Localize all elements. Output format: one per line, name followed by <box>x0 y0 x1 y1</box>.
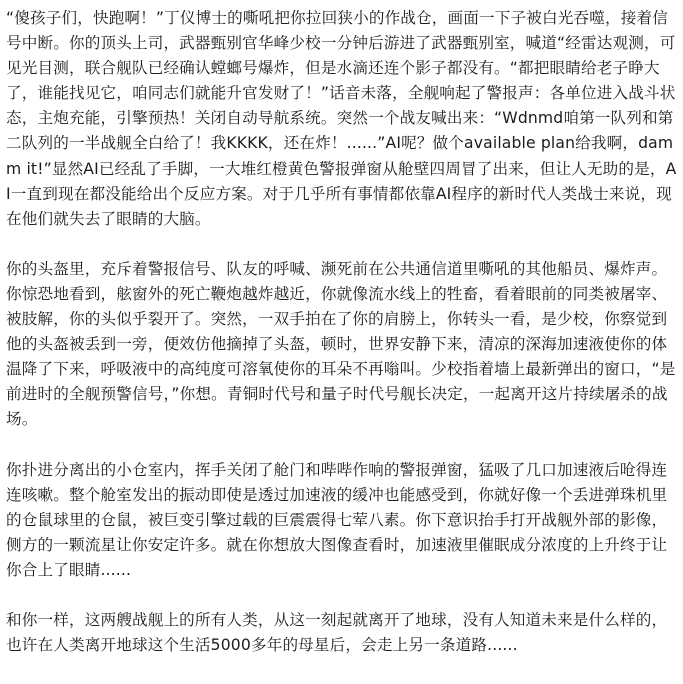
paragraph-4: 和你一样，这两艘战舰上的所有人类，从这一刻起就离开了地球，没有人知道未来是什么样的，也许在人类离开地球这个生活5000多年的母星后，会走上另一条道路...... <box>6 610 668 655</box>
paragraph-2: 你的头盔里，充斥着警报信号、队友的呼喊、濒死前在公共通信道里嘶吼的其他船员、爆炸声。你惊恐地看到，舷窗外的死亡鞭炮越炸越近，你就像流水线上的牲畜，看着眼前的同类被屠宰、被肢解，你的头似乎裂开了。突然，一双手拍在了你的肩膀上，你转头一看，是少校，你察觉到他的头盔被丢到一旁，便效仿他摘掉了头盔，顿时，世界安静下来，清凉的深海加速液使你的体温降了下来，呼吸液中的高纯度可溶氧使你的耳朵不再嗡叫。少校指着墙上最新弹出的窗口，“是前进时的全舰预警信号，”你想。青铜时代号和量子时代号舰长决定，一起离开这片持续屠杀的战场。 <box>6 259 676 429</box>
paragraph-1: “傻孩子们，快跑啊！”丁仪博士的嘶吼把你拉回狭小的作战仓，画面一下子被白光吞噬，接着信号中断。你的顶头上司，武器甄别官华峰少校一分钟后游进了武器甄别室，喊道“经雷达观测，可见光目测，联合舰队已经确认螳螂号爆炸，但是水滴还连个影子都没有。“都把眼睛给老子睁大了，谁能找见它，咱同志们就能升官发财了！”话音未落，全舰响起了警报声：各单位进入战斗状态，主炮充能，引擎预热！关闭自动导航系统。突然一个战友喊出来：“Wdnmd咱第一队列和第二队列的一半战舰全白给了！我KKKK，还在炸！......”AI呢？做个available plan给我啊，damm it!”显然AI已经乱了手脚，一大堆红橙黄色警报弹窗从舱壁四周冒了出来，但让人无助的是，AI一直到现在都没能给出个反应方案。对于几乎所有事情都依靠AI程序的新时代人类战士来说，现在他们就失去了眼睛的大脑。 <box>6 9 677 228</box>
paragraph-3: 你扑进分离出的小仓室内，挥手关闭了舱门和哔哔作响的警报弹窗，猛吸了几口加速液后呛得连连咳嗽。整个舱室发出的振动即使是透过加速液的缓冲也能感受到，你就好像一个丢进弹珠机里的仓鼠球里的仓鼠，被巨变引擎过载的巨震震得七荤八素。你下意识抬手打开战舰外部的影像，侧方的一颗流星让你安定许多。就在你想放大图像查看时，加速液里催眠成分浓度的上升终于让你合上了眼睛...... <box>6 460 668 579</box>
